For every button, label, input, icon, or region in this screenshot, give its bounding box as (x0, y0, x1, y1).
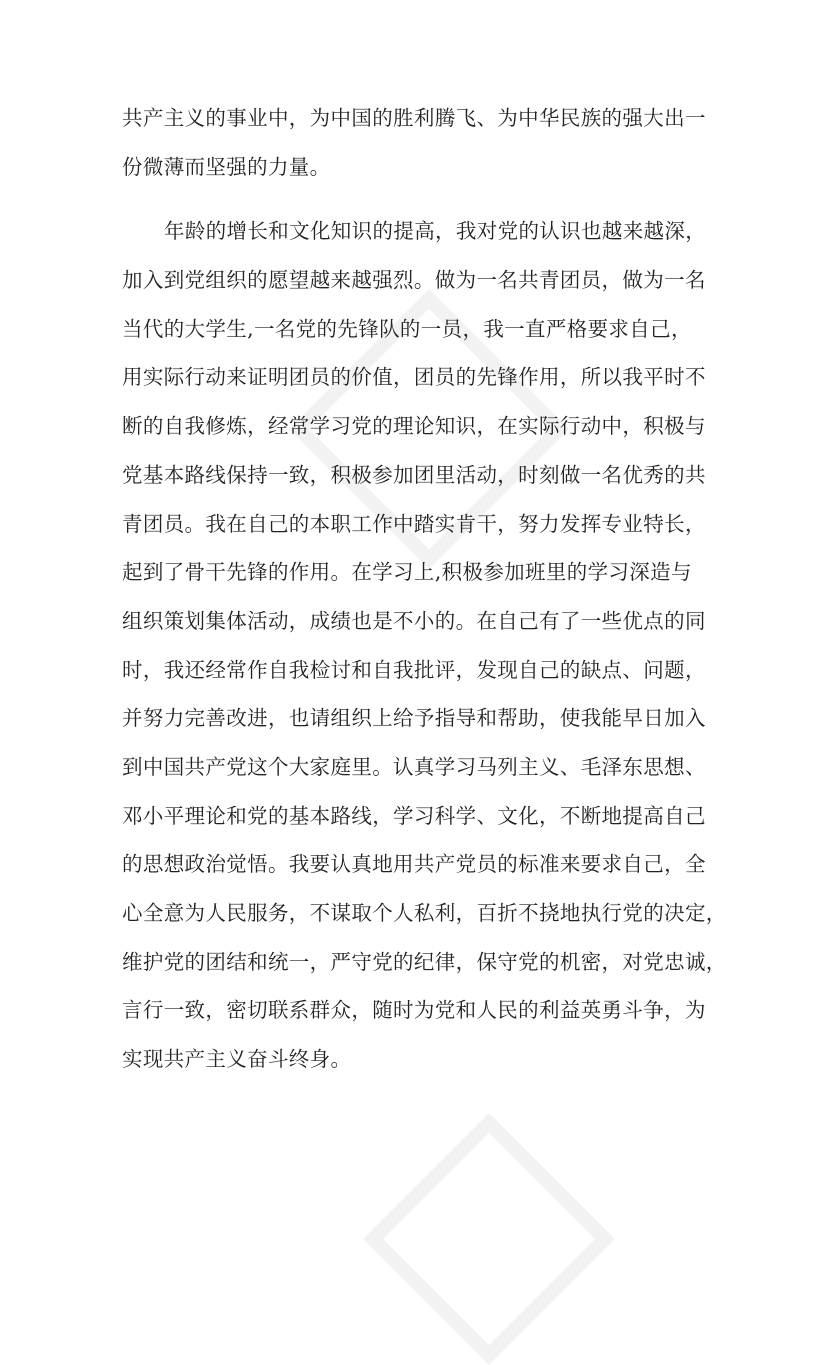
text-line: 加入到党组织的愿望越来越强烈。做为一名共青团员，做为一名 (122, 268, 706, 293)
watermark-logo (363, 1113, 615, 1365)
text-line: 时，我还经常作自我检讨和自我批评，发现自己的缺点、问题， (122, 657, 706, 682)
text-line: 组织策划集体活动，成绩也是不小的。在自己有了一些优点的同 (122, 608, 706, 633)
text-line: 青团员。我在自己的本职工作中踏实肯干，努力发挥专业特长， (122, 511, 706, 536)
text-line: 共产主义的事业中，为中国的胜利腾飞、为中华民族的强大出一 (122, 106, 706, 130)
text-line: 份微薄而坚强的力量。 (122, 154, 331, 179)
text-line: 断的自我修炼，经常学习党的理论知识，在实际行动中，积极与 (122, 414, 706, 439)
document-body (122, 100, 727, 1090)
paragraph-1 (122, 100, 722, 197)
text-line: 党基本路线保持一致，积极参加团里活动，时刻做一名优秀的共 (122, 462, 706, 487)
text-line: 用实际行动来证明团员的价值，团员的先锋作用，所以我平时不 (122, 365, 706, 390)
text-line: 并努力完善改进，也请组织上给予指导和帮助，使我能早日加入 (122, 706, 706, 731)
text-line: 邓小平理论和党的基本路线，学习科学、文化，不断地提高自己 (122, 803, 706, 828)
paragraph-2 (122, 213, 727, 1089)
text-line: 实现共产主义奋斗终身。 (122, 1047, 352, 1072)
text-line: 年龄的增长和文化知识的提高，我对党的认识也越来越深， (164, 219, 707, 244)
text-line: 当代的大学生,一名党的先锋队的一员，我一直严格要求自己， (122, 316, 692, 341)
text-line: 言行一致，密切联系群众，随时为党和人民的利益英勇斗争，为 (122, 998, 706, 1023)
text-line: 到中国共产党这个大家庭里。认真学习马列主义、毛泽东思想、 (122, 754, 706, 779)
text-line: 维护党的团结和统一，严守党的纪律，保守党的机密，对党忠诚， (122, 949, 727, 974)
text-line: 的思想政治觉悟。我要认真地用共产党员的标准来要求自己，全 (122, 852, 706, 877)
text-line: 心全意为人民服务，不谋取个人私利，百折不挠地执行党的决定， (122, 901, 727, 925)
text-line: 起到了骨干先锋的作用。在学习上,积极参加班里的学习深造与 (122, 560, 692, 585)
